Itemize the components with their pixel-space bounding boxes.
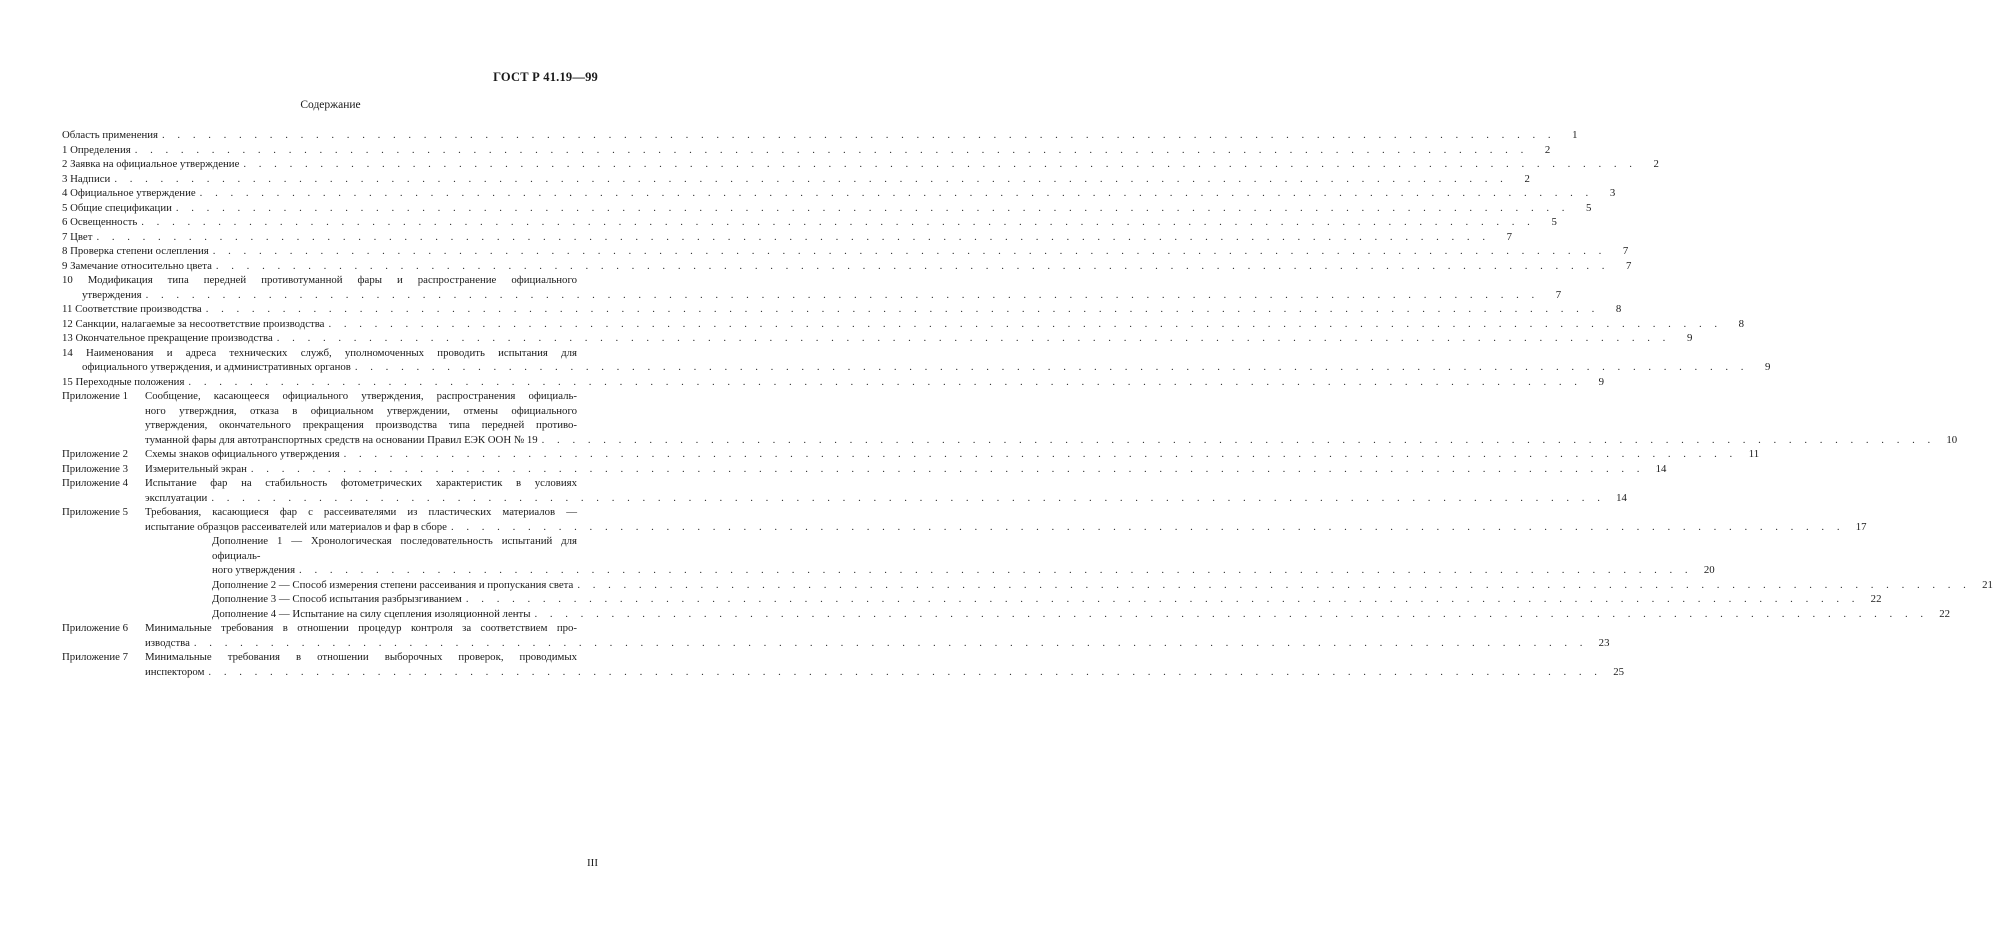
toc-entry-title: Измерительный экран [145, 462, 247, 475]
toc-entry-main [145, 491, 1627, 506]
toc-entry-title: 7 Цвет [62, 230, 93, 243]
appendix-body [145, 389, 1958, 447]
toc-leader-dots: . . . . . . . . . . . . . . . . . . . . . . . . . . . . . . . . . . . . . . . . . . . . . . . . . . . . . . . . . . . . . . . . . . . . . . . . . . . . . . . . . . . . . . . . . . . [215, 259, 1610, 272]
toc-entry-title: 12 Санкции, налагаемые за несоответствие производства [62, 317, 325, 330]
toc-entry-main [62, 317, 1745, 332]
page-number: III [587, 857, 598, 869]
toc-entry-line: ного утверждния, отказа в официальном утверждении, отмены официального [145, 404, 577, 417]
toc-entry-line: Требования, касающиеся фар с рассеивателями из пластических материалов — [145, 506, 577, 518]
toc-entry [62, 273, 1562, 302]
appendix-body [145, 462, 1667, 477]
toc-entry-page: 5 [1586, 201, 1592, 214]
toc-entry-title: 1 Определения [62, 143, 131, 156]
table-of-contents [62, 128, 1993, 679]
toc-leader-dots: . . . . . . . . . . . . . . . . . . . . . . . . . . . . . . . . . . . . . . . . . . . . . . . . . . . . . . . . . . . . . . . . . . . . . . . . . . . . . . . . . . . . . . . . . . . [243, 158, 1637, 170]
toc-entry-main [145, 520, 1867, 535]
appendix-body [145, 621, 1610, 650]
toc-entry-line: Минимальные требования в отношении процедур контроля за соответствием про- [145, 622, 577, 634]
toc-leader-dots: . . . . . . . . . . . . . . . . . . . . . . . . . . . . . . . . . . . . . . . . . . . . . . . . . . . . . . . . . . . . . . . . . . . . . . . . . . . . . . . . . . . . . . . . . . . [328, 317, 1723, 330]
toc-entry [62, 186, 1616, 201]
toc-leader-dots: . . . . . . . . . . . . . . . . . . . . . . . . . . . . . . . . . . . . . . . . . . . . . . . . . . . . . . . . . . . . . . . . . . . . . . . . . . . . . . . . . . . . . . . . . . . [114, 172, 1508, 185]
toc-leader-dots: . . . . . . . . . . . . . . . . . . . . . . . . . . . . . . . . . . . . . . . . . . . . . . . . . . . . . . . . . . . . . . . . . . . . . . . . . . . . . . . . . . . . . . . . . . . [541, 433, 1936, 446]
toc-leader-dots: . . . . . . . . . . . . . . . . . . . . . . . . . . . . . . . . . . . . . . . . . . . . . . . . . . . . . . . . . . . . . . . . . . . . . . . . . . . . . . . . . . . . . . . . . . . [96, 230, 1491, 243]
toc-entry-line: утверждения, окончательного прекращения производства типа передней противо- [145, 419, 577, 431]
toc-entry [62, 172, 1530, 187]
toc-entry-title: 13 Окончательное прекращение производства [62, 332, 273, 344]
toc-entry-title: изводства [145, 636, 190, 649]
toc-leader-dots: . . . . . . . . . . . . . . . . . . . . . . . . . . . . . . . . . . . . . . . . . . . . . . . . . . . . . . . . . . . . . . . . . . . . . . . . . . . . . . . . . . . . . . . . . . . [145, 288, 1540, 301]
toc-entry-main [62, 375, 1604, 390]
toc-entry-main [62, 244, 1629, 259]
toc-entry-page: 20 [1703, 564, 1715, 576]
toc-leader-dots: . . . . . . . . . . . . . . . . . . . . . . . . . . . . . . . . . . . . . . . . . . . . . . . . . . . . . . . . . . . . . . . . . . . . . . . . . . . . . . . . . . . . . . . . . . . [208, 665, 1602, 678]
toc-supplement [212, 578, 1993, 593]
toc-entry-main [62, 128, 1578, 143]
toc-entry-page: 7 [1506, 230, 1513, 243]
toc-entry-title: 5 Общие спецификации [62, 201, 172, 214]
toc-entry-title: утверждения [82, 288, 142, 301]
toc-leader-dots: . . . . . . . . . . . . . . . . . . . . . . . . . . . . . . . . . . . . . . . . . . . . . . . . . . . . . . . . . . . . . . . . . . . . . . . . . . . . . . . . . . . . . . . . . . . [299, 564, 1693, 576]
toc-leader-dots: . . . . . . . . . . . . . . . . . . . . . . . . . . . . . . . . . . . . . . . . . . . . . . . . . . . . . . . . . . . . . . . . . . . . . . . . . . . . . . . . . . . . . . . . . . . [465, 593, 1860, 605]
toc-leader-dots: . . . . . . . . . . . . . . . . . . . . . . . . . . . . . . . . . . . . . . . . . . . . . . . . . . . . . . . . . . . . . . . . . . . . . . . . . . . . . . . . . . . . . . . . . . . [354, 361, 1749, 373]
toc-entry-title: инспектором [145, 665, 205, 678]
toc-entry-title: официального утверждения, и административных органов [82, 361, 351, 373]
toc-supplement [212, 534, 1715, 578]
toc-entry [62, 244, 1629, 259]
toc-entry-title: 3 Надписи [62, 172, 111, 185]
toc-leader-dots: . . . . . . . . . . . . . . . . . . . . . . . . . . . . . . . . . . . . . . . . . . . . . . . . . . . . . . . . . . . . . . . . . . . . . . . . . . . . . . . . . . . . . . . . . . . [276, 332, 1671, 344]
toc-entry-main [145, 433, 1958, 448]
toc-entry-main [212, 607, 1951, 622]
toc-entry-title: 6 Освещенность [62, 216, 138, 228]
toc-leader-dots: . . . . . . . . . . . . . . . . . . . . . . . . . . . . . . . . . . . . . . . . . . . . . . . . . . . . . . . . . . . . . . . . . . . . . . . . . . . . . . . . . . . . . . . . . . . [205, 303, 1600, 315]
toc-entry-main [62, 201, 1592, 216]
toc-entry-page: 10 [1946, 433, 1958, 446]
toc-entry-main [62, 186, 1616, 201]
toc-leader-dots: . . . . . . . . . . . . . . . . . . . . . . . . . . . . . . . . . . . . . . . . . . . . . . . . . . . . . . . . . . . . . . . . . . . . . . . . . . . . . . . . . . . . . . . . . . . [577, 578, 1971, 591]
toc-entry-main [62, 157, 1659, 172]
toc-entry [62, 331, 1693, 346]
toc-entry-main [212, 563, 1715, 578]
toc-appendix [62, 505, 1867, 534]
appendix-label: Приложение 7 [62, 651, 129, 663]
toc-leader-dots: . . . . . . . . . . . . . . . . . . . . . . . . . . . . . . . . . . . . . . . . . . . . . . . . . . . . . . . . . . . . . . . . . . . . . . . . . . . . . . . . . . . . . . . . . . . [534, 607, 1929, 620]
toc-entry-title: 4 Официальное утверждение [62, 187, 196, 199]
toc-entry-page: 3 [1609, 187, 1616, 199]
toc-entry-page: 11 [1748, 448, 1760, 460]
toc-supplement [212, 607, 1951, 622]
appendix-body [145, 447, 1760, 462]
toc-entry-main [62, 215, 1557, 230]
toc-appendix [62, 462, 1667, 477]
toc-leader-dots: . . . . . . . . . . . . . . . . . . . . . . . . . . . . . . . . . . . . . . . . . . . . . . . . . . . . . . . . . . . . . . . . . . . . . . . . . . . . . . . . . . . . . . . . . . . [450, 520, 1845, 533]
toc-leader-dots: . . . . . . . . . . . . . . . . . . . . . . . . . . . . . . . . . . . . . . . . . . . . . . . . . . . . . . . . . . . . . . . . . . . . . . . . . . . . . . . . . . . . . . . . . . . [212, 245, 1607, 257]
toc-entry-page: 1 [1572, 129, 1578, 141]
toc-leader-dots: . . . . . . . . . . . . . . . . . . . . . . . . . . . . . . . . . . . . . . . . . . . . . . . . . . . . . . . . . . . . . . . . . . . . . . . . . . . . . . . . . . . . . . . . . . . [211, 491, 1605, 504]
toc-entry [62, 128, 1578, 143]
toc-appendix [62, 476, 1627, 505]
toc-entry-page: 9 [1765, 361, 1771, 373]
toc-entry-main [145, 447, 1760, 462]
toc-entry-page: 22 [1870, 593, 1882, 605]
appendix-body [145, 505, 1867, 534]
toc-entry-main [212, 592, 1882, 607]
toc-leader-dots: . . . . . . . . . . . . . . . . . . . . . . . . . . . . . . . . . . . . . . . . . . . . . . . . . . . . . . . . . . . . . . . . . . . . . . . . . . . . . . . . . . . . . . . . . . . [343, 448, 1738, 460]
toc-entry-main [62, 288, 1562, 303]
appendix-label: Приложение 5 [62, 506, 129, 518]
toc-entry-line: Сообщение, касающееся официального утверждения, распространения официаль- [145, 390, 577, 402]
toc-entry [62, 143, 1551, 158]
toc-leader-dots: . . . . . . . . . . . . . . . . . . . . . . . . . . . . . . . . . . . . . . . . . . . . . . . . . . . . . . . . . . . . . . . . . . . . . . . . . . . . . . . . . . . . . . . . . . . [162, 129, 1556, 141]
toc-entry [62, 215, 1557, 230]
toc-entry-title: Дополнение 2 — Способ измерения степени рассеивания и пропускания света [212, 578, 574, 591]
toc-entry-main [62, 302, 1622, 317]
document-code: ГОСТ Р 41.19—99 [493, 70, 598, 84]
toc-leader-dots: . . . . . . . . . . . . . . . . . . . . . . . . . . . . . . . . . . . . . . . . . . . . . . . . . . . . . . . . . . . . . . . . . . . . . . . . . . . . . . . . . . . . . . . . . . . [199, 187, 1594, 199]
toc-appendix [62, 650, 1624, 679]
toc-sections [62, 128, 1771, 389]
toc-leader-dots: . . . . . . . . . . . . . . . . . . . . . . . . . . . . . . . . . . . . . . . . . . . . . . . . . . . . . . . . . . . . . . . . . . . . . . . . . . . . . . . . . . . . . . . . . . . [188, 375, 1582, 388]
appendix-label: Приложение 3 [62, 462, 129, 475]
toc-entry-page: 14 [1616, 491, 1627, 504]
toc-entry-page: 7 [1555, 288, 1562, 301]
toc-entry [62, 346, 1771, 375]
toc-entry [62, 317, 1745, 332]
toc-entry-title: эксплуатации [145, 491, 208, 504]
toc-entry-main [62, 143, 1551, 158]
toc-entry-title: 11 Соответствие производства [62, 303, 202, 315]
toc-entry-page: 8 [1615, 303, 1622, 315]
toc-supplements [62, 534, 1993, 621]
toc-entry-title: 9 Замечание относительно цвета [62, 259, 212, 272]
toc-entry [62, 230, 1513, 245]
toc-entry-page: 21 [1982, 578, 1993, 591]
toc-entry-page: 8 [1738, 317, 1745, 330]
toc-leader-dots: . . . . . . . . . . . . . . . . . . . . . . . . . . . . . . . . . . . . . . . . . . . . . . . . . . . . . . . . . . . . . . . . . . . . . . . . . . . . . . . . . . . . . . . . . . . [134, 143, 1529, 156]
toc-entry-page: 17 [1855, 520, 1867, 533]
toc-entry [62, 259, 1632, 274]
toc-entry-main [62, 230, 1513, 245]
toc-title: Содержание [300, 99, 361, 111]
toc-entry-line: 10 Модификация типа передней противотуманной фары и распространение официального [62, 274, 577, 286]
toc-entry-page: 9 [1686, 332, 1693, 344]
toc-appendices-tail [62, 621, 1624, 679]
toc-appendix [62, 389, 1958, 447]
toc-entry-title: туманной фары для автотранспортных средств на основании Правил ЕЭК ООН № 19 [145, 433, 538, 446]
toc-entry-main [145, 636, 1610, 651]
toc-entry-page: 14 [1655, 462, 1667, 475]
toc-entry-page: 2 [1653, 158, 1659, 170]
toc-entry-main [62, 259, 1632, 274]
toc-entry-page: 22 [1939, 607, 1951, 620]
toc-entry-main [62, 172, 1530, 187]
toc-entry-title: Дополнение 4 — Испытание на силу сцепления изоляционной ленты [212, 607, 531, 620]
toc-entry-page: 25 [1613, 665, 1624, 678]
toc-entry-page: 23 [1598, 636, 1610, 649]
toc-leader-dots: . . . . . . . . . . . . . . . . . . . . . . . . . . . . . . . . . . . . . . . . . . . . . . . . . . . . . . . . . . . . . . . . . . . . . . . . . . . . . . . . . . . . . . . . . . . [250, 462, 1645, 475]
toc-entry-page: 5 [1551, 216, 1557, 228]
toc-leader-dots: . . . . . . . . . . . . . . . . . . . . . . . . . . . . . . . . . . . . . . . . . . . . . . . . . . . . . . . . . . . . . . . . . . . . . . . . . . . . . . . . . . . . . . . . . . . [141, 216, 1535, 228]
toc-entry-title: испытание образцов рассеивателей или материалов и фар в сборе [145, 520, 447, 533]
toc-entry-main [62, 331, 1693, 346]
toc-entry-page: 7 [1622, 245, 1629, 257]
toc-entry-line: Дополнение 1 — Хронологическая последовательность испытаний для официаль- [212, 535, 577, 562]
toc-entry-main [62, 360, 1771, 375]
toc-entry-title: 8 Проверка степени ослепления [62, 245, 209, 257]
toc-entry [62, 302, 1622, 317]
toc-entry-page: 7 [1626, 259, 1632, 272]
toc-leader-dots: . . . . . . . . . . . . . . . . . . . . . . . . . . . . . . . . . . . . . . . . . . . . . . . . . . . . . . . . . . . . . . . . . . . . . . . . . . . . . . . . . . . . . . . . . . . [193, 636, 1588, 649]
toc-entry-page: 2 [1524, 172, 1530, 185]
toc-entry-page: 2 [1544, 143, 1551, 156]
toc-leader-dots: . . . . . . . . . . . . . . . . . . . . . . . . . . . . . . . . . . . . . . . . . . . . . . . . . . . . . . . . . . . . . . . . . . . . . . . . . . . . . . . . . . . . . . . . . . . [175, 201, 1570, 214]
toc-entry-title: Область применения [62, 129, 159, 141]
toc-appendices [62, 389, 1958, 534]
toc-entry-main [145, 462, 1667, 477]
toc-appendix [62, 621, 1610, 650]
toc-entry-line: 14 Наименования и адреса технических служб, уполномоченных проводить испытания для [62, 346, 577, 359]
toc-entry-main [145, 665, 1624, 680]
toc-entry [62, 375, 1604, 390]
appendix-body [145, 650, 1624, 679]
appendix-label: Приложение 2 [62, 448, 129, 460]
toc-entry [62, 201, 1592, 216]
toc-entry-title: Схемы знаков официального утверждения [145, 448, 340, 460]
toc-entry-title: Дополнение 3 — Способ испытания разбрызгиванием [212, 593, 462, 605]
appendix-body [145, 476, 1627, 505]
toc-entry-title: ного утверждения [212, 564, 296, 576]
toc-appendix [62, 447, 1760, 462]
appendix-label: Приложение 4 [62, 477, 129, 489]
appendix-label: Приложение 1 [62, 390, 129, 402]
toc-entry [62, 157, 1659, 172]
toc-entry-page: 9 [1598, 375, 1604, 388]
toc-entry-line: Испытание фар на стабильность фотометрических характеристик в условиях [145, 477, 577, 489]
toc-entry-title: 2 Заявка на официальное утверждение [62, 158, 240, 170]
toc-entry-line: Минимальные требования в отношении выборочных проверок, проводимых [145, 651, 577, 663]
toc-supplement [212, 592, 1882, 607]
appendix-label: Приложение 6 [62, 622, 129, 634]
toc-entry-title: 15 Переходные положения [62, 375, 185, 388]
toc-entry-main [212, 578, 1993, 593]
